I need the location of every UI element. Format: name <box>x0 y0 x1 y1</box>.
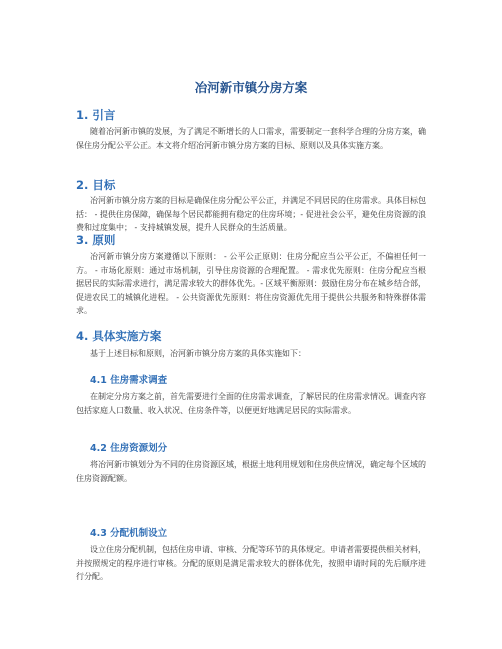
subsection-body-demand-survey: 在制定分房方案之前，首先需要进行全面的住房需求调查，了解居民的住房需求情况。调查内容包括家庭人口数量、收入状况、住房条件等，以便更好地满足居民的实际需求。 <box>76 392 426 415</box>
subsection-heading-allocation-mechanism: 4.3 分配机制设立 <box>90 528 168 539</box>
section-body-intro: 随着冶河新市镇的发展，为了满足不断增长的人口需求，需要制定一套科学合理的分房方案，确保住房分配公平公正。本文将介绍冶河新市镇分房方案的目标、原则以及具体实施方案。 <box>76 127 426 150</box>
section-heading-implementation: 4. 具体实施方案 <box>76 329 162 343</box>
subsection-heading-demand-survey: 4.1 住房需求调查 <box>90 375 168 386</box>
section-heading-goals: 2. 目标 <box>76 178 116 192</box>
subsection-heading-resource-division: 4.2 住房资源划分 <box>90 443 168 454</box>
document-title: 冶河新市镇分房方案 <box>194 80 308 95</box>
subsection-body-resource-division: 将冶河新市镇划分为不同的住房资源区域，根据土地利用规划和住房供应情况，确定每个区域的住房资源配额。 <box>76 460 426 483</box>
subsection-body-allocation-mechanism: 设立住房分配机制，包括住房申请、审核、分配等环节的具体规定。申请者需要提供相关材料，并按照规定的程序进行审核。分配的原则是满足需求较大的群体优先，按照申请时间的先后顺序进行分配。 <box>76 545 426 581</box>
section-heading-principles: 3. 原则 <box>76 233 116 247</box>
section-body-goals: 冶河新市镇分房方案的目标是确保住房分配公平公正，并满足不同居民的住房需求。具体目标包括： - 提供住房保障，确保每个居民都能拥有稳定的住房环境；- 促进社会公平，避免住房资源的浪费和过度集中； - 支持城镇发展，提升人民群众的生活质量。 <box>76 196 426 232</box>
section-body-implementation: 基于上述目标和原则，冶河新市镇分房方案的具体实施如下： <box>90 349 306 358</box>
section-body-principles: 冶河新市镇分房方案遵循以下原则： - 公平公正原则：住房分配应当公平公正，不偏袒任何一方。 - 市场化原则：通过市场机制，引导住房资源的合理配置。 - 需求优先原则：住房分配应当根据居民的实际需求进行，满足需求较大的群体优先。- 区域平衡原则：鼓励住房分布在城乡结合部，促进农民工的城镇化进程。 - 公共资源优先原则：将住房资源优先用于提供公共服务和特殊群体需求。 <box>76 252 426 315</box>
section-heading-intro: 1. 引言 <box>76 108 116 122</box>
